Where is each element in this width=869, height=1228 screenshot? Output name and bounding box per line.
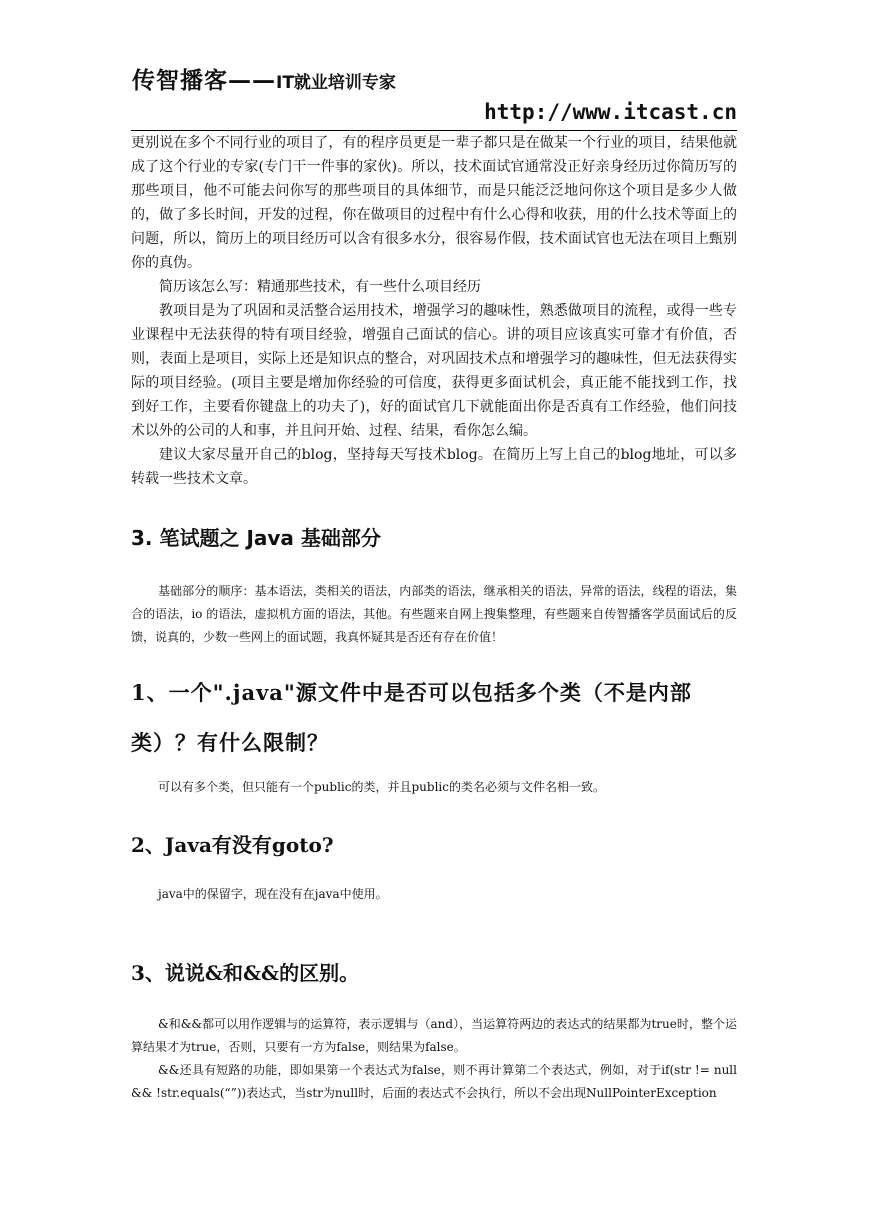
intro-paragraph: 建议大家尽量开自己的blog，坚持每天写技术blog。在简历上写上自己的blog地址，可以多转载一些技术文章。 [131,447,737,487]
intro-paragraph: 更别说在多个不同行业的项目了，有的程序员更是一辈子都只是在做某一个行业的项目，结果他就成了这个行业的专家(专门干一件事的家伙)。所以，技术面试官通常没正好亲身经历过你简历写的那些项目，他不可能去问你写的那些项目的具体细节，而是只能泛泛地问你这个项目是多少人做的，做了多长时间，开发的过程，你在做项目的过程中有什么心得和收获，用的什么技术等面上的问题，所以，简历上的项目经历可以含有很多水分，很容易作假，技术面试官也无法在项目上甄别你的真伪。 [131,135,737,271]
question-2-answer [131,883,737,906]
intro-paragraph: 简历该怎么写：精通那些技术，有一些什么项目经历 [159,279,481,295]
header-url: http://www.itcast.cn [484,100,737,124]
question-1-title: 1、一个".java"源文件中是否可以包括多个类（不是内部类）？有什么限制？ [131,680,692,755]
answer-text: &和&&都可以用作逻辑与的运算符，表示逻辑与（and），当运算符两边的表达式的结果都为true时，整个运算结果才为true，否则，只要有一方为false，则结果为false。 [131,1017,737,1054]
intro-paragraph: 教项目是为了巩固和灵活整合运用技术，增强学习的趣味性，熟悉做项目的流程，或得一些专业课程中无法获得的特有项目经验，增强自己面试的信心。讲的项目应该真实可靠才有价值，否则，表面上是项目，实际上还是知识点的整合，对巩固技术点和增强学习的趣味性，但无法获得实际的项目经验。(项目主要是增加你经验的可信度，获得更多面试机会，真正能不能找到工作，找到好工作，主要看你键盘上的功夫了)，好的面试官几下就能面出你是否真有工作经验，他们问技术以外的公司的人和事，并且问开始、过程、结果，看你怎么编。 [131,303,737,439]
question-3-answer [131,1013,737,1105]
section-intro-text: 基础部分的顺序：基本语法，类相关的语法，内部类的语法，继承相关的语法，异常的语法，线程的语法，集合的语法，io 的语法，虚拟机方面的语法，其他。有些题来自网上搜集整理，有些题来自传智播客学员面试后的反馈，说真的，少数一些网上的面试题，我真怀疑其是否还有存在价值！ [131,584,737,644]
answer-text: 可以有多个类，但只能有一个public的类，并且public的类名必须与文件名相一致。 [158,780,605,794]
answer-text: java中的保留字，现在没有在java中使用。 [158,887,388,901]
section-intro [131,580,737,649]
brand-sub: IT就业培训专家 [276,73,396,93]
question-1-answer [131,776,737,799]
section-heading: 3. 笔试题之 Java 基础部分 [131,526,381,550]
question-2-title: 2、Java有没有goto? [131,833,334,857]
intro-text [131,131,737,491]
answer-text: &&还具有短路的功能，即如果第一个表达式为false，则不再计算第二个表达式，例如，对于if(str != null && !str.equals(“”))表达式，当str为null时，后面的表达式不会执行，所以不会出现NullPointerException [131,1063,737,1100]
brand-main: 传智播客 [132,68,228,94]
question-3-title: 3、说说&和&&的区别。 [131,961,360,985]
brand-dash: —— [228,68,276,94]
header-brand [132,62,396,95]
